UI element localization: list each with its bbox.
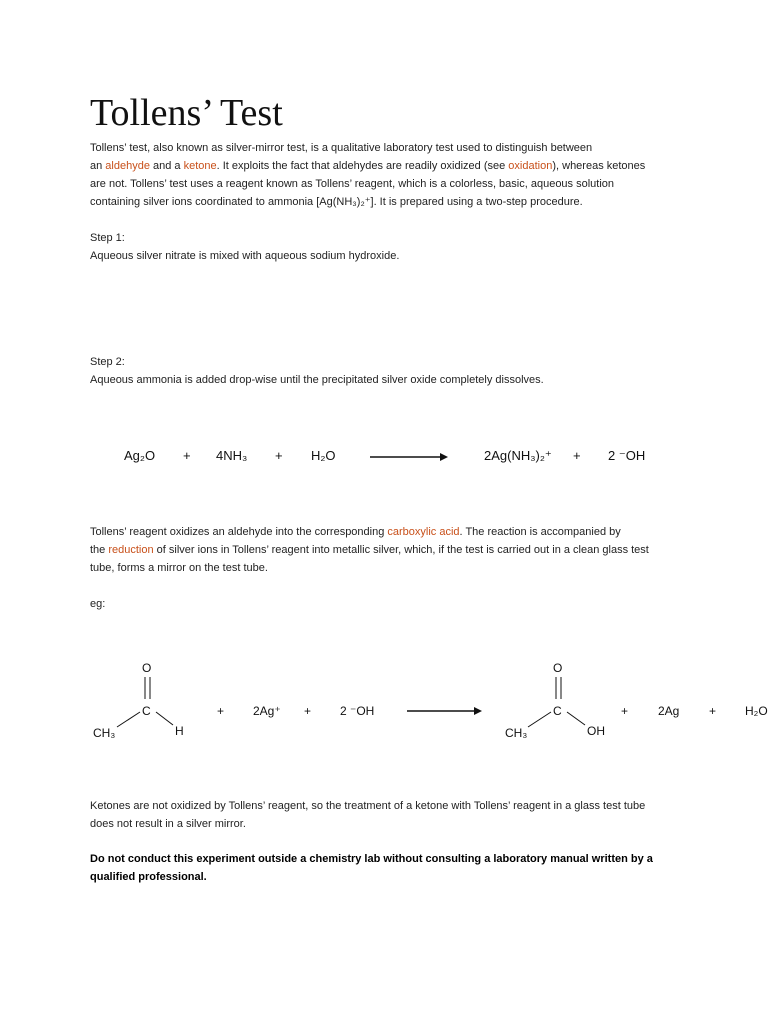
- para3-line-1: Ketones are not oxidized by Tollens’ reagent, so the treatment of a ketone with Tollens’ reagent in a glass test tube: [90, 800, 646, 812]
- eq1-nh3: 4NH₃: [216, 448, 248, 463]
- oxidation-link[interactable]: oxidation: [508, 160, 553, 172]
- para2-text: Tollens’ reagent oxidizes an aldehyde into the corresponding: [90, 526, 388, 538]
- equation-silver-complex: [0, 448, 768, 468]
- aldehyde-link[interactable]: aldehyde: [105, 160, 150, 172]
- page-title: Tollens’ Test: [90, 92, 283, 134]
- eq1-ag-complex: 2Ag(NH₃)₂⁺: [484, 448, 552, 463]
- step1-text: Aqueous silver nitrate is mixed with aqueous sodium hydroxide.: [90, 250, 400, 262]
- intro-line-3: are not. Tollens’ test uses a reagent known as Tollens’ reagent, which is a colorless, basic, aqueous solution: [90, 178, 615, 190]
- eq2-methyl: CH₃: [505, 726, 528, 740]
- eq1-plus: +: [183, 448, 191, 463]
- intro-text: . It exploits the fact that aldehydes are readily oxidized (see: [216, 160, 509, 172]
- eq2-water: H₂O: [745, 704, 768, 718]
- eq1-ag2o: Ag₂O: [124, 448, 156, 463]
- eq2-oxygen: O: [553, 661, 563, 675]
- para3-line-2: does not result in a silver mirror.: [90, 818, 246, 830]
- intro-line-4: containing silver ions coordinated to ammonia [Ag(NH₃)₂⁺]. It is prepared using a two-step procedure.: [90, 196, 583, 208]
- step2-text: Aqueous ammonia is added drop-wise until the precipitated silver oxide completely dissolves.: [90, 374, 544, 386]
- reduction-link[interactable]: reduction: [108, 544, 154, 556]
- eq1-plus: +: [573, 448, 581, 463]
- intro-text: and a: [149, 160, 184, 172]
- eq2-silver: 2Ag: [658, 704, 680, 718]
- para2-text: of silver ions in Tollens’ reagent into metallic silver, which, if the test is carried out in a clean glass test: [153, 544, 649, 556]
- equation-aldehyde-oxidation: [0, 655, 768, 750]
- eq2-oxygen: O: [142, 661, 152, 675]
- eq2-carbon: C: [142, 704, 151, 718]
- step1-heading: Step 1:: [90, 232, 125, 244]
- warning-line-1: Do not conduct this experiment outside a chemistry lab without consulting a laboratory manual written by a: [90, 853, 653, 865]
- carboxylic-acid-link[interactable]: carboxylic acid: [387, 526, 460, 538]
- eq2-plus: +: [709, 704, 717, 718]
- eq1-hydroxide: 2 ⁻OH: [608, 448, 646, 463]
- eq2-hydroxide: 2 ⁻OH: [340, 704, 375, 718]
- intro-line-1: Tollens’ test, also known as silver-mirror test, is a qualitative laboratory test used to distinguish between: [90, 142, 593, 154]
- eq2-hydrogen: H: [175, 724, 184, 738]
- para2-line-3: tube, forms a mirror on the test tube.: [90, 562, 268, 574]
- eq1-plus: +: [275, 448, 283, 463]
- para2-text: . The reaction is accompanied by: [459, 526, 621, 538]
- reaction-arrow: [370, 451, 450, 463]
- ketone-link[interactable]: ketone: [183, 160, 217, 172]
- eq2-plus: +: [304, 704, 312, 718]
- para2-text: the: [90, 544, 109, 556]
- eq2-carbon: C: [553, 704, 562, 718]
- intro-text: an: [90, 160, 106, 172]
- step2-heading: Step 2:: [90, 356, 125, 368]
- eq1-h2o: H₂O: [311, 448, 336, 463]
- para2-line-1: [90, 523, 621, 541]
- eg-label: eg:: [90, 598, 106, 610]
- eq2-hydroxyl: OH: [587, 724, 605, 738]
- eq2-silver-ion: 2Ag⁺: [253, 704, 281, 718]
- eq2-methyl: CH₃: [93, 726, 116, 740]
- eq2-plus: +: [217, 704, 225, 718]
- intro-text: ), whereas ketones: [552, 160, 646, 172]
- para2-line-2: [90, 541, 649, 559]
- eq2-plus: +: [621, 704, 629, 718]
- warning-line-2: qualified professional.: [90, 871, 207, 883]
- intro-line-2: [90, 157, 645, 175]
